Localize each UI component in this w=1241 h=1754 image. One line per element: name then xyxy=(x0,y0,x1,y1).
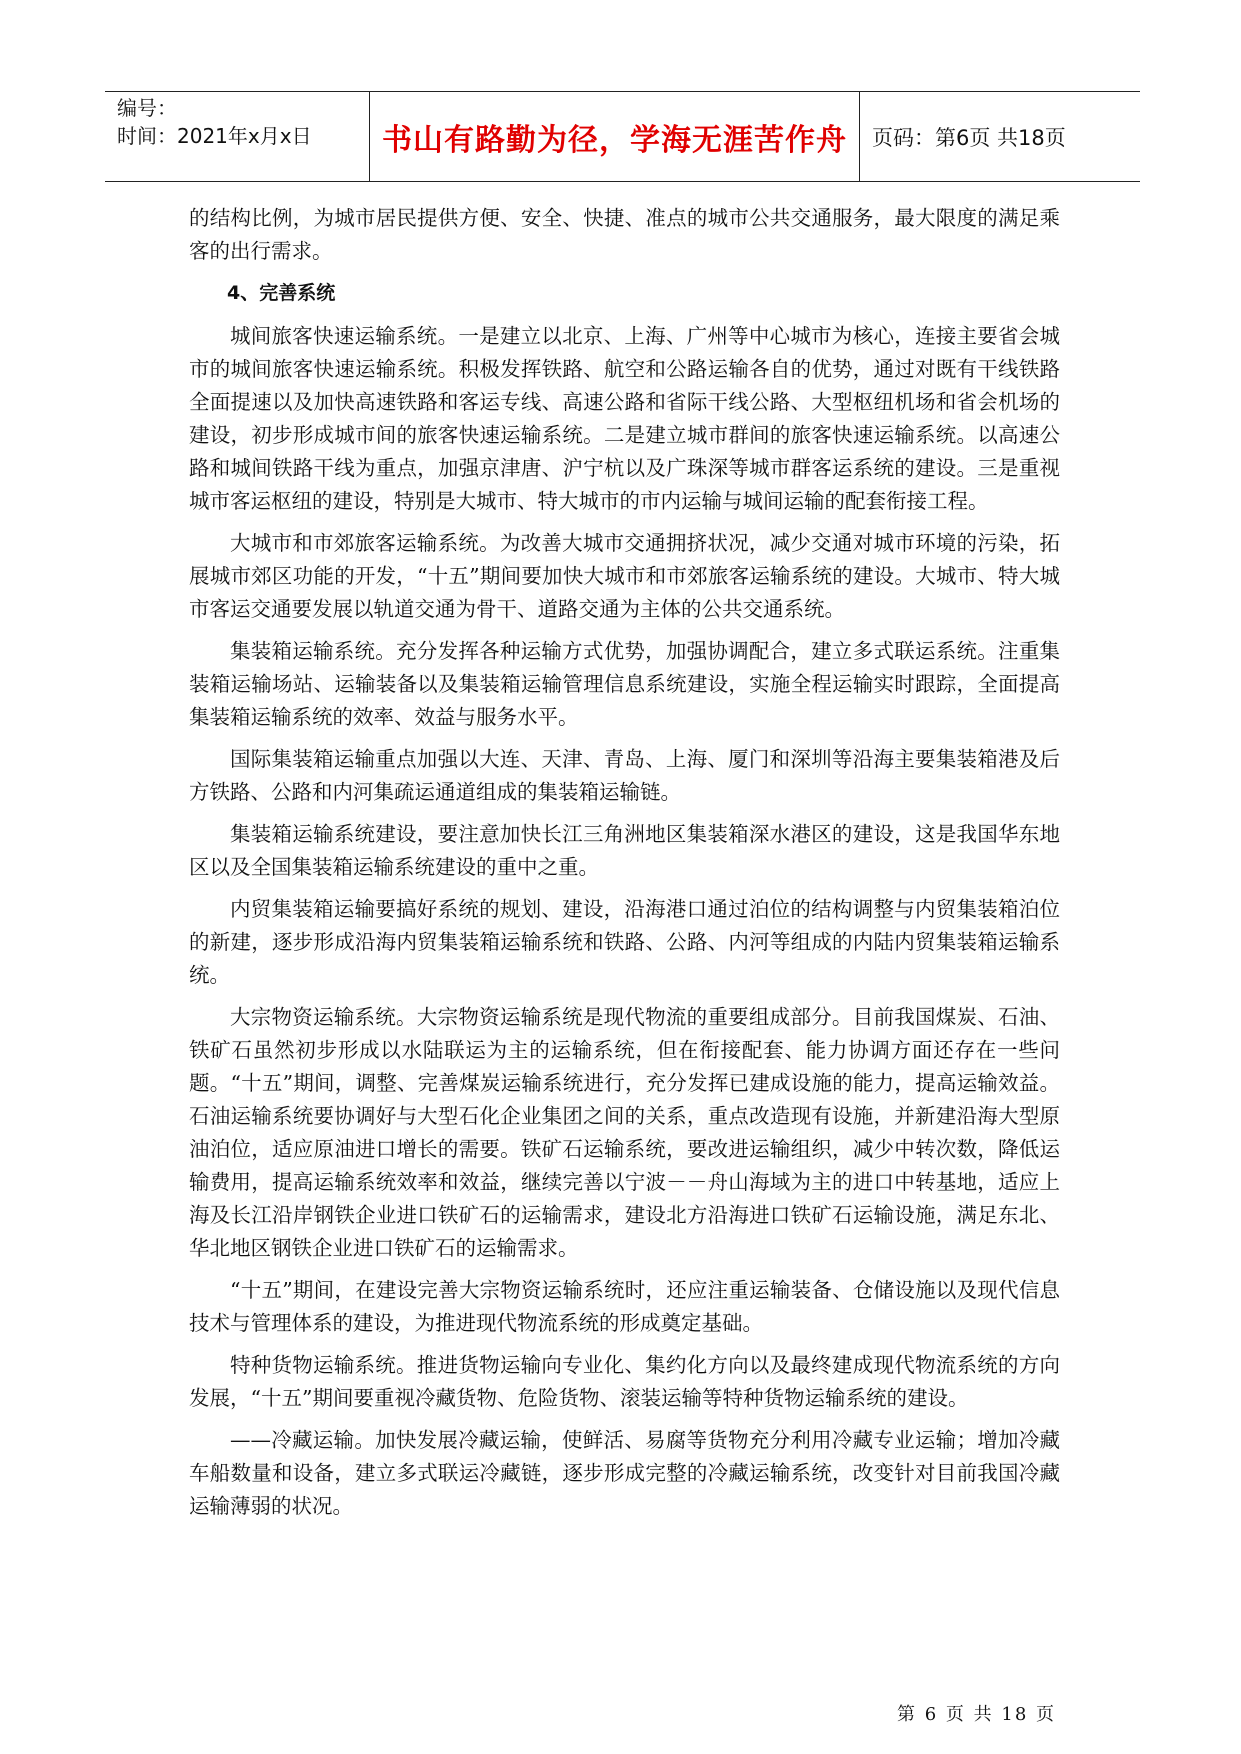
header-motto: 书山有路勤为径，学海无涯苦作舟 xyxy=(370,92,860,181)
page-footer-number: 第 6 页 共 18 页 xyxy=(897,1704,1056,1725)
page-header xyxy=(105,91,1140,182)
paragraph-continued: 的结构比例，为城市居民提供方便、安全、快捷、准点的城市公共交通服务，最大限度的满足乘客的出行需求。 xyxy=(189,206,1060,263)
paragraph: 国际集装箱运输重点加强以大连、天津、青岛、上海、厦门和深圳等沿海主要集装箱港及后方铁路、公路和内河集疏运通道组成的集装箱运输链。 xyxy=(189,747,1060,804)
doc-number-label: 编号： xyxy=(117,96,177,120)
paragraph: 特种货物运输系统。推进货物运输向专业化、集约化方向以及最终建成现代物流系统的方向发展，“十五”期间要重视冷藏货物、危险货物、滚装运输等特种货物运输系统的建设。 xyxy=(189,1353,1060,1410)
header-meta xyxy=(105,92,370,181)
paragraph: 集装箱运输系统。充分发挥各种运输方式优势，加强协调配合，建立多式联运系统。注重集装箱运输场站、运输装备以及集装箱运输管理信息系统建设，实施全程运输实时跟踪，全面提高集装箱运输系统的效率、效益与服务水平。 xyxy=(189,639,1060,729)
section-heading: 4、完善系统 xyxy=(227,282,336,304)
paragraph: 内贸集装箱运输要搞好系统的规划、建设，沿海港口通过泊位的结构调整与内贸集装箱泊位的新建，逐步形成沿海内贸集装箱运输系统和铁路、公路、内河等组成的内陆内贸集装箱运输系统。 xyxy=(189,897,1060,987)
paragraph: 集装箱运输系统建设，要注意加快长江三角洲地区集装箱深水港区的建设，这是我国华东地区以及全国集装箱运输系统建设的重中之重。 xyxy=(189,822,1060,879)
paragraph: 大城市和市郊旅客运输系统。为改善大城市交通拥挤状况，减少交通对城市环境的污染，拓展城市郊区功能的开发，“十五”期间要加快大城市和市郊旅客运输系统的建设。大城市、特大城市客运交通要发展以轨道交通为骨干、道路交通为主体的公共交通系统。 xyxy=(189,531,1060,621)
paragraph: 城间旅客快速运输系统。一是建立以北京、上海、广州等中心城市为核心，连接主要省会城市的城间旅客快速运输系统。积极发挥铁路、航空和公路运输各自的优势，通过对既有干线铁路全面提速以及加快高速铁路和客运专线、高速公路和省际干线公路、大型枢纽机场和省会机场的建设，初步形成城市间的旅客快速运输系统。二是建立城市群间的旅客快速运输系统。以高速公路和城间铁路干线为重点，加强京津唐、沪宁杭以及广珠深等城市群客运系统的建设。三是重视城市客运枢纽的建设，特别是大城市、特大城市的市内运输与城间运输的配套衔接工程。 xyxy=(189,324,1060,513)
document-body xyxy=(189,202,1060,1532)
paragraph: ——冷藏运输。加快发展冷藏运输，使鲜活、易腐等货物充分利用冷藏专业运输；增加冷藏车船数量和设备，建立多式联运冷藏链，逐步形成完整的冷藏运输系统，改变针对目前我国冷藏运输薄弱的状况。 xyxy=(189,1428,1060,1518)
header-page-info: 页码：第6页 共18页 xyxy=(872,125,1066,150)
doc-time-label: 时间：2021年x月x日 xyxy=(117,124,312,148)
paragraph: 大宗物资运输系统。大宗物资运输系统是现代物流的重要组成部分。目前我国煤炭、石油、铁矿石虽然初步形成以水陆联运为主的运输系统，但在衔接配套、能力协调方面还存在一些问题。“十五”期间，调整、完善煤炭运输系统进行，充分发挥已建成设施的能力，提高运输效益。石油运输系统要协调好与大型石化企业集团之间的关系，重点改造现有设施，并新建沿海大型原油泊位，适应原油进口增长的需要。铁矿石运输系统，要改进运输组织，减少中转次数，降低运输费用，提高运输系统效率和效益，继续完善以宁波－－舟山海域为主的进口中转基地，适应上海及长江沿岸钢铁企业进口铁矿石的运输需求，建设北方沿海进口铁矿石运输设施，满足东北、华北地区钢铁企业进口铁矿石的运输需求。 xyxy=(189,1005,1060,1260)
paragraph: “十五”期间，在建设完善大宗物资运输系统时，还应注重运输装备、仓储设施以及现代信息技术与管理体系的建设，为推进现代物流系统的形成奠定基础。 xyxy=(189,1278,1060,1335)
